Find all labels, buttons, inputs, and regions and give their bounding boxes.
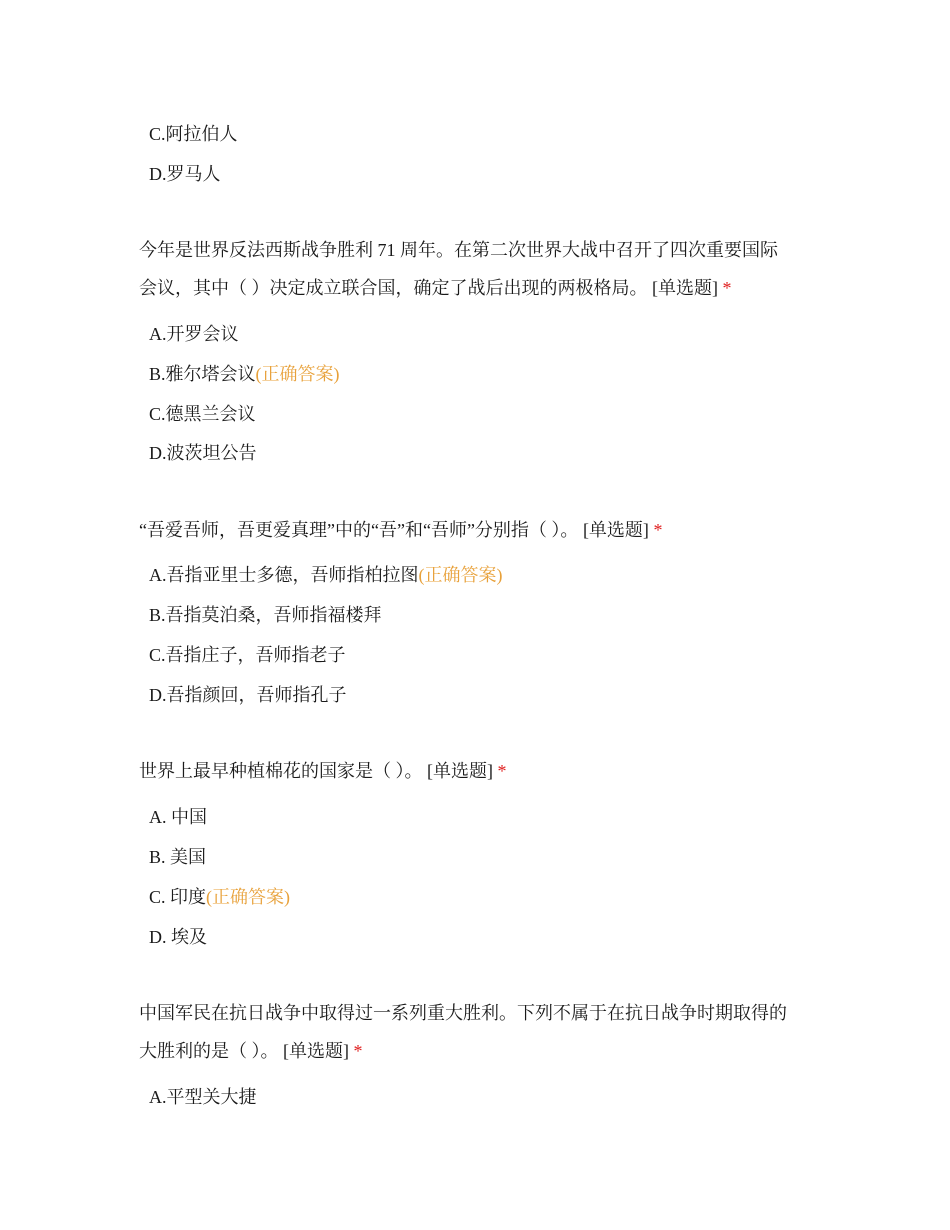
q3-option-d bbox=[149, 925, 207, 949]
question-type-tag: [单选题] bbox=[283, 1041, 349, 1061]
q3-question-text bbox=[139, 752, 829, 790]
question-type-tag: [单选题] bbox=[427, 761, 493, 781]
required-marker: * bbox=[653, 520, 663, 540]
q4-question-text bbox=[139, 994, 829, 1070]
required-marker: * bbox=[722, 278, 732, 298]
option-text: D.罗马人 bbox=[149, 164, 221, 184]
option-text: D. 埃及 bbox=[149, 927, 207, 947]
q4-line-2-text: 大胜利的是（ ）。 bbox=[139, 1041, 279, 1061]
q0-option-d bbox=[149, 162, 221, 186]
q1-line-2 bbox=[139, 269, 829, 307]
option-text: B. 美国 bbox=[149, 847, 207, 867]
q2-line-1-text: “吾爱吾师，吾更爱真理”中的“吾”和“吾师”分别指（ ）。 bbox=[139, 520, 579, 540]
correct-answer-tag: (正确答案) bbox=[255, 364, 340, 384]
option-text: C.阿拉伯人 bbox=[149, 124, 238, 144]
q1-option-c bbox=[149, 402, 256, 426]
q3-line-1-text: 世界上最早种植棉花的国家是（ ）。 bbox=[139, 761, 423, 781]
option-text: D.吾指颜回，吾师指孔子 bbox=[149, 685, 347, 705]
q4-line-2 bbox=[139, 1032, 829, 1070]
q2-option-c bbox=[149, 643, 346, 667]
q3-option-b bbox=[149, 845, 206, 869]
q2-question-text bbox=[139, 511, 829, 549]
required-marker: * bbox=[497, 761, 507, 781]
q3-option-a bbox=[149, 805, 207, 829]
option-text: A.吾指亚里士多德，吾师指柏拉图 bbox=[149, 565, 419, 585]
question-type-tag: [单选题] bbox=[582, 520, 649, 540]
q4-option-a bbox=[149, 1085, 257, 1109]
option-text: C.德黑兰会议 bbox=[149, 404, 256, 424]
q2-option-a bbox=[149, 563, 503, 587]
q2-option-b bbox=[149, 603, 382, 627]
option-text: D.波茨坦公告 bbox=[149, 443, 257, 463]
q3-option-c bbox=[149, 885, 290, 909]
q0-option-c bbox=[149, 122, 238, 146]
q2-option-d bbox=[149, 683, 347, 707]
q3-line-1 bbox=[139, 752, 829, 790]
q1-line-2-text: 会议，其中（ ）决定成立联合国，确定了战后出现的两极格局。 bbox=[139, 278, 648, 298]
q4-line-1: 中国军民在抗日战争中取得过一系列重大胜利。下列不属于在抗日战争时期取得的 bbox=[139, 1003, 787, 1023]
option-text: C.吾指庄子，吾师指老子 bbox=[149, 645, 346, 665]
option-text: A. 中国 bbox=[149, 807, 207, 827]
option-text: A.平型关大捷 bbox=[149, 1087, 257, 1107]
q1-question-text bbox=[139, 231, 829, 307]
option-text: A.开罗会议 bbox=[149, 324, 239, 344]
q1-option-b bbox=[149, 362, 340, 386]
q1-option-a bbox=[149, 322, 239, 346]
option-text: C. 印度 bbox=[149, 887, 207, 907]
question-type-tag: [单选题] bbox=[652, 278, 718, 298]
option-text: B.吾指莫泊桑，吾师指福楼拜 bbox=[149, 605, 382, 625]
option-text: B.雅尔塔会议 bbox=[149, 364, 256, 384]
correct-answer-tag: (正确答案) bbox=[418, 565, 503, 585]
q1-line-1: 今年是世界反法西斯战争胜利 71 周年。在第二次世界大战中召开了四次重要国际 bbox=[139, 240, 778, 260]
q2-line-1 bbox=[139, 511, 829, 549]
required-marker: * bbox=[353, 1041, 363, 1061]
q1-option-d bbox=[149, 441, 257, 465]
correct-answer-tag: (正确答案) bbox=[206, 887, 291, 907]
